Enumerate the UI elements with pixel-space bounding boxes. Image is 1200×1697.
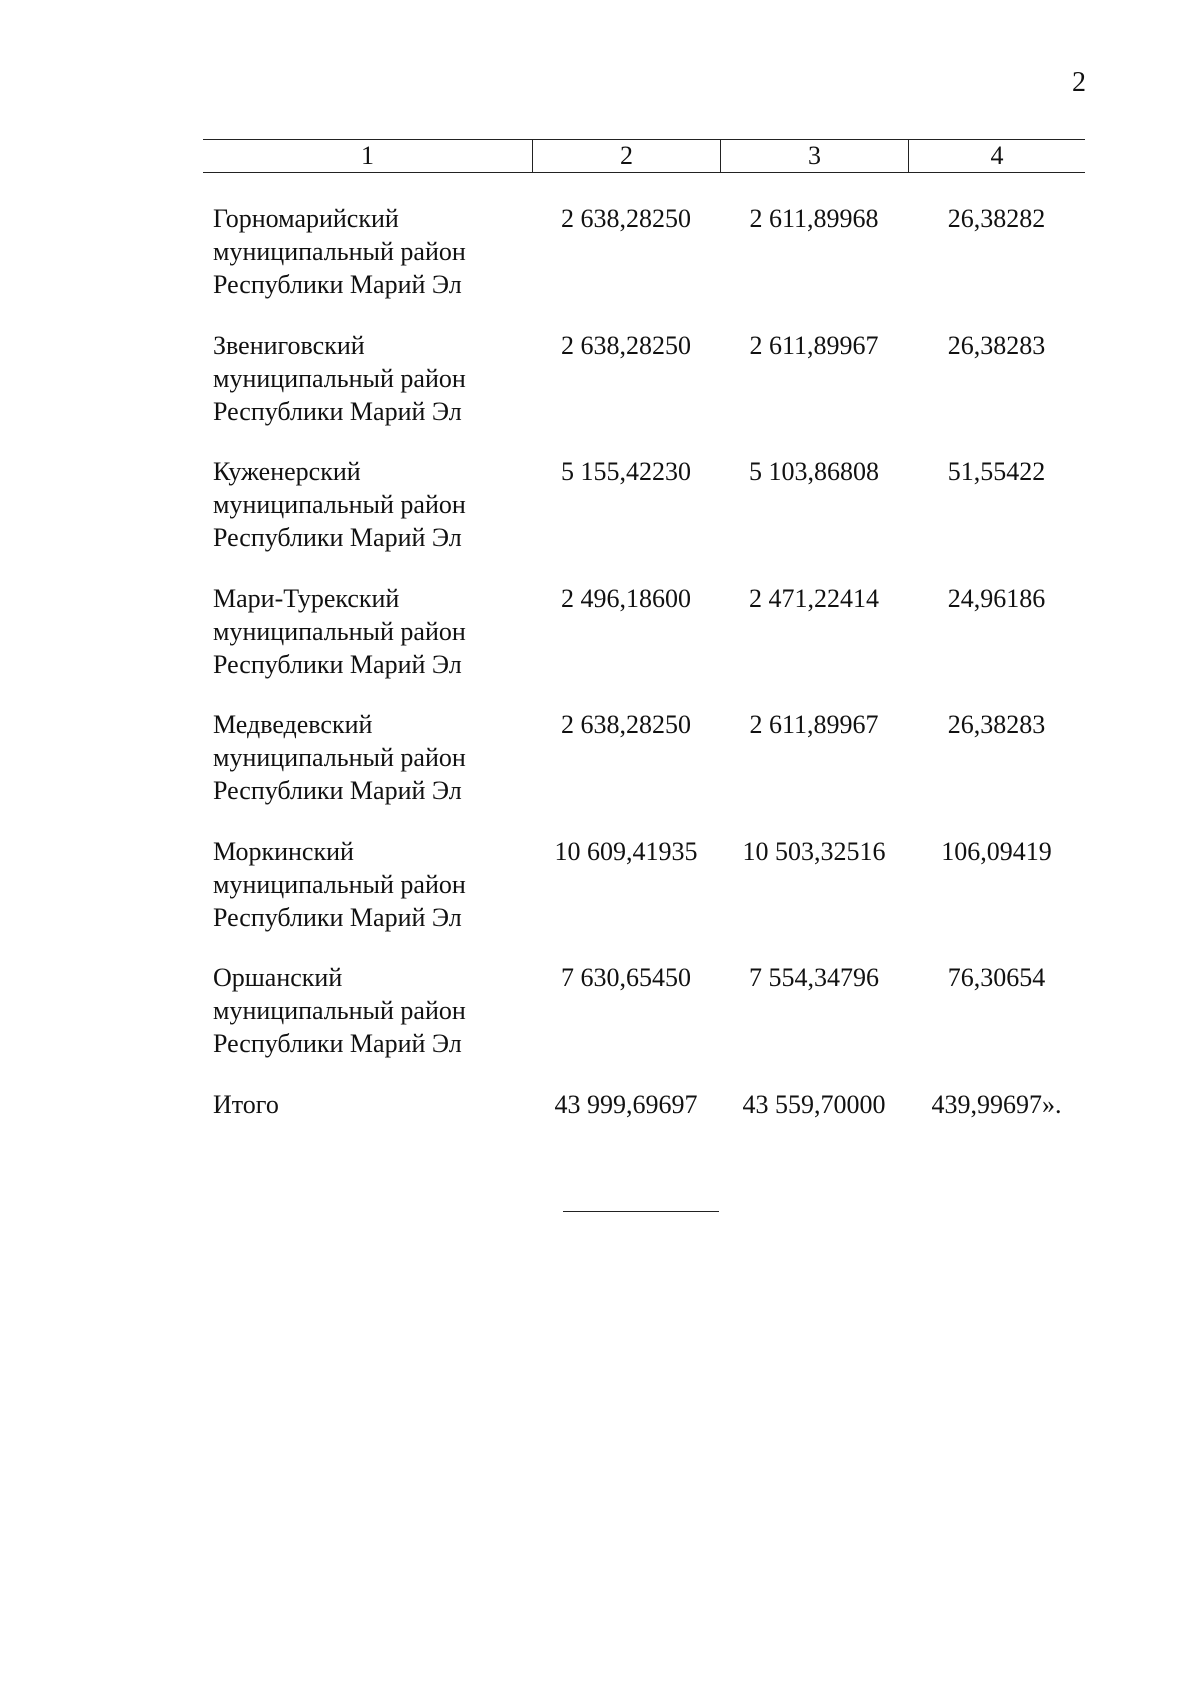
- table-row: [203, 455, 1085, 582]
- district-name: [203, 835, 532, 962]
- value-column-3: 10 503,32516: [742, 836, 886, 866]
- district-name-line: муниципальный район: [213, 996, 466, 1025]
- table-row: [203, 961, 1085, 1088]
- value-column-4: 26,38283: [947, 710, 1046, 739]
- district-name-line: Республики Марий Эл: [213, 649, 462, 679]
- column-header-2: 2: [532, 140, 720, 172]
- value-column-4: 76,30654: [947, 963, 1046, 992]
- district-name-line: Республики Марий Эл: [213, 270, 462, 299]
- value-column-2: 5 155,42230: [561, 457, 691, 486]
- district-name-line: муниципальный район: [213, 869, 466, 899]
- end-separator-line: [563, 1211, 719, 1212]
- value-column-3: 5 103,86808: [749, 457, 879, 486]
- value-column-4: 106,09419: [941, 836, 1052, 866]
- district-name-line: Горномарийский: [213, 204, 399, 233]
- table-row: [203, 329, 1085, 456]
- district-name-line: Республики Марий Эл: [213, 1029, 462, 1058]
- total-label: Итого: [213, 1089, 279, 1119]
- table-body: [203, 202, 1085, 1128]
- table-row: [203, 202, 1085, 329]
- district-name-line: Медведевский: [213, 710, 373, 739]
- value-column-3: 7 554,34796: [749, 963, 879, 992]
- district-name-line: Моркинский: [213, 836, 354, 866]
- column-header-3: 3: [720, 140, 908, 172]
- district-name-line: Республики Марий Эл: [213, 523, 462, 552]
- page-number: 2: [1072, 67, 1086, 98]
- total-column-3: 43 559,70000: [742, 1089, 886, 1119]
- value-column-2: 2 496,18600: [561, 583, 691, 613]
- total-column-4: 439,99697».: [931, 1089, 1062, 1119]
- district-name: [203, 455, 532, 582]
- value-column-3: 2 611,89967: [749, 710, 879, 739]
- district-name-line: муниципальный район: [213, 237, 466, 266]
- district-name-line: Республики Марий Эл: [213, 902, 462, 932]
- value-column-2: 10 609,41935: [554, 836, 698, 866]
- value-column-2: 2 638,28250: [561, 710, 691, 739]
- value-column-3: 2 471,22414: [749, 583, 879, 613]
- value-column-3: 2 611,89967: [749, 330, 879, 360]
- district-name-line: Оршанский: [213, 963, 343, 992]
- value-column-4: 51,55422: [947, 457, 1046, 486]
- table-row: [203, 708, 1085, 835]
- value-column-2: 7 630,65450: [561, 963, 691, 992]
- value-column-3: 2 611,89968: [749, 204, 879, 233]
- district-name-line: муниципальный район: [213, 363, 466, 393]
- district-name: [203, 329, 532, 456]
- value-column-4: 26,38282: [947, 204, 1046, 233]
- district-name-line: муниципальный район: [213, 616, 466, 646]
- total-row: [203, 1088, 1085, 1128]
- district-name: [203, 961, 532, 1088]
- district-name-line: Республики Марий Эл: [213, 776, 462, 805]
- value-column-2: 2 638,28250: [561, 204, 691, 233]
- value-column-4: 24,96186: [947, 583, 1046, 613]
- district-name-line: муниципальный район: [213, 743, 466, 772]
- table-header: [203, 139, 1085, 173]
- district-name-line: Звениговский: [213, 330, 365, 360]
- district-name-line: муниципальный район: [213, 490, 466, 519]
- column-header-1: 1: [361, 141, 374, 170]
- table-row: [203, 835, 1085, 962]
- district-name-line: Куженерский: [213, 457, 361, 486]
- value-column-4: 26,38283: [947, 330, 1046, 360]
- column-header-4: 4: [908, 140, 1085, 172]
- district-name: [203, 202, 532, 329]
- table-row: [203, 582, 1085, 709]
- district-name-line: Мари-Турекский: [213, 583, 400, 613]
- value-column-2: 2 638,28250: [561, 330, 691, 360]
- district-name: [203, 582, 532, 709]
- district-name-line: Республики Марий Эл: [213, 396, 462, 426]
- total-column-2: 43 999,69697: [554, 1089, 698, 1119]
- district-name: [203, 708, 532, 835]
